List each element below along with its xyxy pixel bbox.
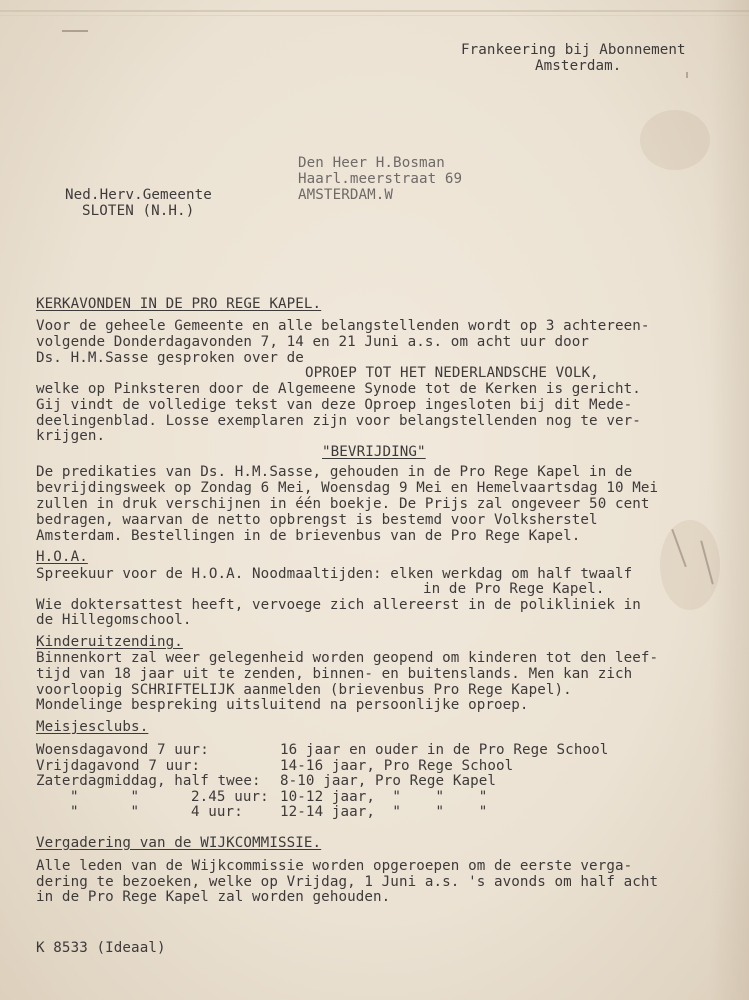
- body-line: welke op Pinksteren door de Algemeene Synode tot de Kerken is gericht.: [36, 381, 641, 397]
- body-line: deelingenblad. Losse exemplaren zijn voor belangstellenden nog te ver-: [36, 413, 641, 429]
- club-what: 8-10 jaar, Pro Rege Kapel: [280, 773, 497, 789]
- pen-mark: [686, 72, 688, 78]
- body-line: krijgen.: [36, 428, 106, 444]
- recipient-name: Den Heer H.Bosman: [298, 155, 445, 171]
- print-code: K 8533 (Ideaal): [36, 940, 166, 956]
- body-line: de Hillegomschool.: [36, 612, 192, 628]
- body-line: in de Pro Rege Kapel zal worden gehouden.: [36, 889, 391, 905]
- section-title-kerkavonden: KERKAVONDEN IN DE PRO REGE KAPEL.: [36, 296, 322, 312]
- body-line: bevrijdingsweek op Zondag 6 Mei, Woensdag 9 Mei en Hemelvaartsdag 10 Mei: [36, 480, 659, 496]
- club-what: 16 jaar en ouder in de Pro Rege School: [280, 742, 609, 758]
- postal-line-2: Amsterdam.: [535, 58, 622, 74]
- body-line: voorloopig SCHRIFTELIJK aanmelden (brievenbus Pro Rege Kapel).: [36, 682, 572, 698]
- body-line: Voor de geheele Gemeente en alle belangstellenden wordt op 3 achtereen-: [36, 318, 650, 334]
- body-line: De predikaties van Ds. H.M.Sasse, gehouden in de Pro Rege Kapel in de: [36, 464, 633, 480]
- paper-stain: [640, 110, 710, 170]
- body-line: Ds. H.M.Sasse gesproken over de: [36, 350, 304, 366]
- recipient-city: AMSTERDAM.W: [298, 187, 394, 203]
- body-line: tijd van 18 jaar uit te zenden, binnen- en buitenslands. Men kan zich: [36, 666, 633, 682]
- club-when: " " 4 uur:: [70, 804, 243, 820]
- section-title-bevrijding: "BEVRIJDING": [322, 444, 426, 460]
- paper-stain: [660, 520, 720, 610]
- club-what: 12-14 jaar, " " ": [280, 804, 488, 820]
- club-what: 10-12 jaar, " " ": [280, 789, 488, 805]
- pen-mark: [62, 30, 88, 32]
- fold-line-secondary: [0, 15, 749, 16]
- sender-line-1: Ned.Herv.Gemeente: [65, 187, 212, 203]
- club-when: Vrijdagavond 7 uur:: [36, 758, 201, 774]
- body-line: Alle leden van de Wijkcommissie worden opgeroepen om de eerste verga-: [36, 858, 633, 874]
- body-line: bedragen, waarvan de netto opbrengst is bestemd voor Volksherstel: [36, 512, 598, 528]
- body-line: zullen in druk verschijnen in één boekje. De Prijs zal ongeveer 50 cent: [36, 496, 650, 512]
- club-what: 14-16 jaar, Pro Rege School: [280, 758, 514, 774]
- body-line: Gij vindt de volledige tekst van deze Oproep ingesloten bij dit Mede-: [36, 397, 633, 413]
- section-title-meisjesclubs: Meisjesclubs.: [36, 719, 149, 735]
- body-line: Amsterdam. Bestellingen in de brievenbus van de Pro Rege Kapel.: [36, 528, 581, 544]
- paper-edge-shadow: [709, 0, 749, 1000]
- section-title-hoa: H.O.A.: [36, 549, 88, 565]
- body-line-heading: OPROEP TOT HET NEDERLANDSCHE VOLK,: [305, 365, 599, 381]
- club-when: Woensdagavond 7 uur:: [36, 742, 209, 758]
- body-line: in de Pro Rege Kapel.: [423, 581, 605, 597]
- body-line: Binnenkort zal weer gelegenheid worden geopend om kinderen tot den leef-: [36, 650, 659, 666]
- body-line: Wie doktersattest heeft, vervoege zich allereerst in de polikliniek in: [36, 597, 641, 613]
- club-when: " " 2.45 uur:: [70, 789, 269, 805]
- postal-line-1: Frankeering bij Abonnement: [461, 42, 686, 58]
- body-line: dering te bezoeken, welke op Vrijdag, 1 Juni a.s. 's avonds om half acht: [36, 874, 659, 890]
- body-line: Spreekuur voor de H.O.A. Noodmaaltijden: elken werkdag om half twaalf: [36, 566, 633, 582]
- club-when: Zaterdagmiddag, half twee:: [36, 773, 261, 789]
- sender-line-2: SLOTEN (N.H.): [82, 203, 195, 219]
- section-title-wijkcommissie: Vergadering van de WIJKCOMMISSIE.: [36, 835, 322, 851]
- fold-line: [0, 10, 749, 12]
- recipient-street: Haarl.meerstraat 69: [298, 171, 463, 187]
- body-line: Mondelinge bespreking uitsluitend na persoonlijke oproep.: [36, 697, 529, 713]
- section-title-kinderuitzending: Kinderuitzending.: [36, 634, 183, 650]
- body-line: volgende Donderdagavonden 7, 14 en 21 Juni a.s. om acht uur door: [36, 334, 590, 350]
